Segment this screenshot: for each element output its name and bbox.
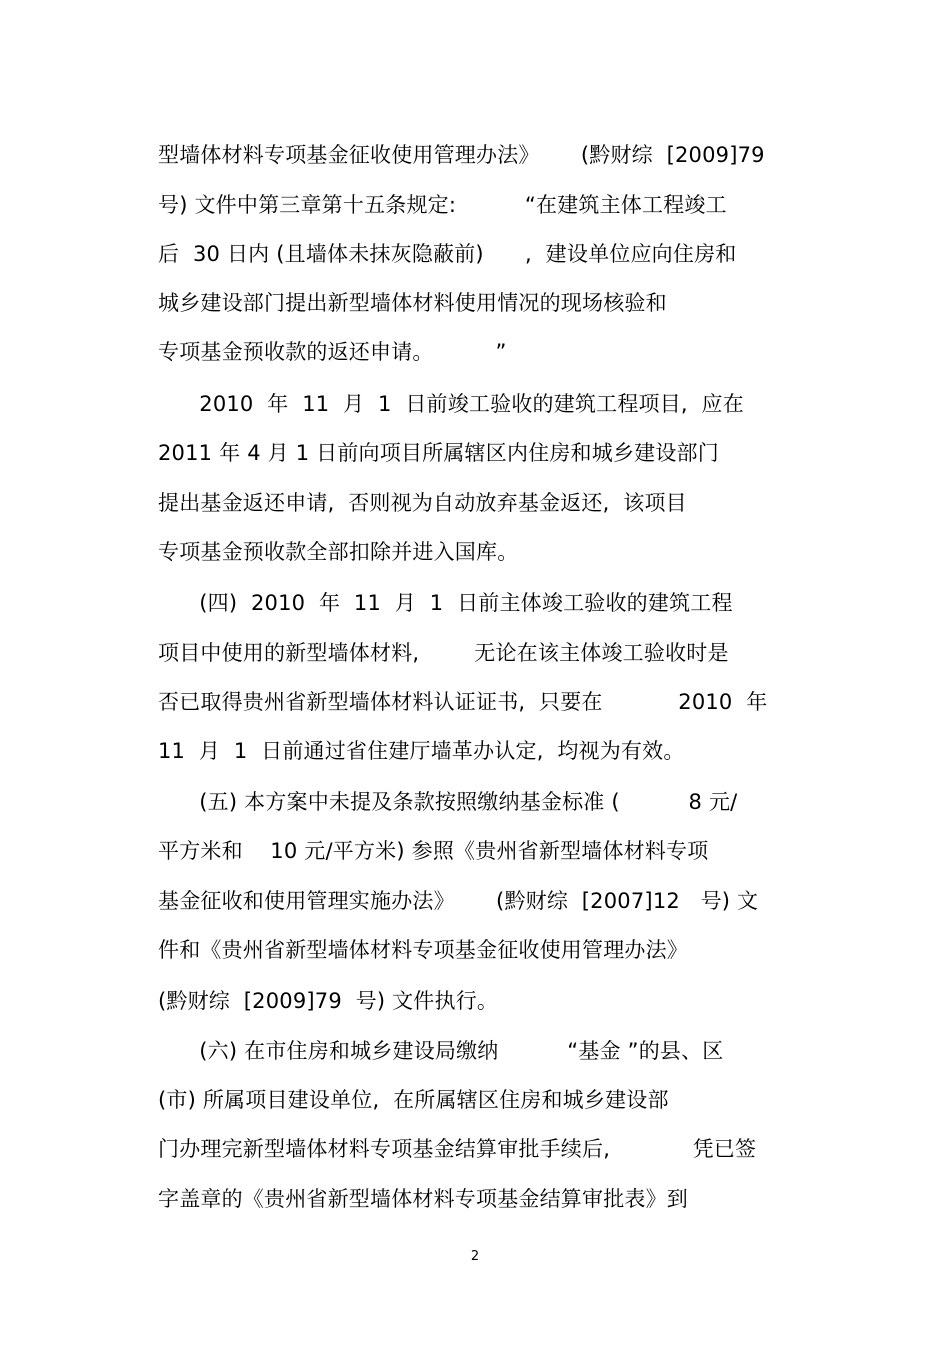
- text-line: 2011 年 4 月 1 日前向项目所属辖区内住房和城乡建设部门: [158, 441, 719, 465]
- text-line: (黔财综 [2009]79 号) 文件执行。: [158, 989, 499, 1013]
- text-line: 基金征收和使用管理实施办法》 (黔财综 [2007]12 号) 文: [158, 889, 759, 913]
- text-line: 后 30 日内 (且墙体未抹灰隐蔽前) , 建设单位应向住房和: [158, 242, 737, 266]
- text-line: (四) 2010 年 11 月 1 日前主体竣工验收的建筑工程: [158, 591, 733, 615]
- text-line: (市) 所属项目建设单位, 在所属辖区住房和城乡建设部: [158, 1088, 669, 1112]
- text-line: 专项基金预收款的返还申请。 ”: [158, 340, 507, 364]
- text-line: 门办理完新型墙体材料专项基金结算审批手续后, 凭已签: [158, 1137, 757, 1161]
- text-line: 11 月 1 日前通过省住建厅墙革办认定, 均视为有效。: [158, 739, 685, 763]
- text-line: 否已取得贵州省新型墙体材料认证证书, 只要在 2010 年: [158, 690, 768, 714]
- text-line: 号) 文件中第三章第十五条规定: “在建筑主体工程竣工: [158, 193, 727, 217]
- text-line: 提出基金返还申请, 否则视为自动放弃基金返还, 该项目: [158, 491, 687, 515]
- text-line: (五) 本方案中未提及条款按照缴纳基金标准 ( 8 元/: [158, 790, 738, 814]
- text-line: 平方米和 10 元/平方米) 参照《贵州省新型墙体材料专项: [158, 839, 709, 863]
- page-number: 2: [470, 1249, 480, 1264]
- text-line: 2010 年 11 月 1 日前竣工验收的建筑工程项目, 应在: [158, 392, 744, 416]
- text-line: 件和《贵州省新型墙体材料专项基金征收使用管理办法》: [158, 938, 688, 962]
- text-line: 专项基金预收款全部扣除并进入国库。: [158, 540, 519, 564]
- text-line: 项目中使用的新型墙体材料, 无论在该主体竣工验收时是: [158, 641, 729, 665]
- text-line: 城乡建设部门提出新型墙体材料使用情况的现场核验和: [158, 291, 667, 315]
- text-line: 字盖章的《贵州省新型墙体材料专项基金结算审批表》到: [158, 1187, 688, 1211]
- text-line: 型墙体材料专项基金征收使用管理办法》 (黔财综 [2009]79: [158, 143, 765, 167]
- text-line: (六) 在市住房和城乡建设局缴纳 “基金 ”的县、区: [158, 1039, 724, 1063]
